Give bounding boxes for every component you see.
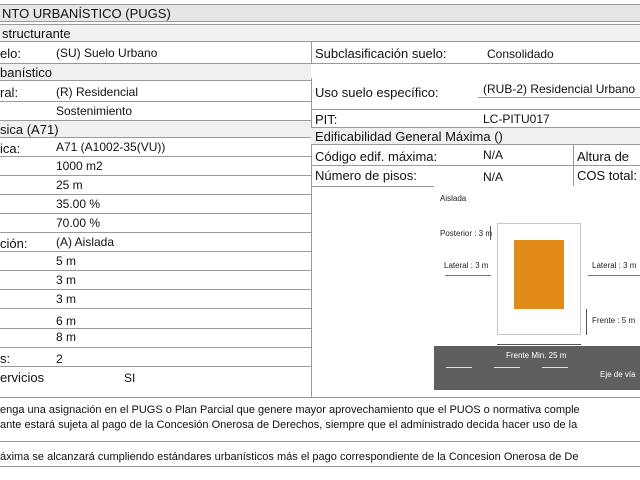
section-basica-label: sica (A71) <box>0 122 59 137</box>
section-urbanistico <box>0 63 311 81</box>
row-divider <box>0 175 311 176</box>
diagram-title: Aislada <box>440 194 467 203</box>
header-band <box>0 4 640 22</box>
section-urbanistico-label: banístico <box>0 65 53 80</box>
row-divider <box>0 347 311 348</box>
tipologia-label: ica: <box>0 141 21 156</box>
retiro-frontal-value: 5 m <box>56 254 77 268</box>
servicios-value: SI <box>124 371 136 385</box>
num-pisos-value: N/A <box>483 170 504 184</box>
column-divider <box>311 78 312 128</box>
row-divider <box>311 165 640 166</box>
pit-value: LC-PITU017 <box>483 112 550 126</box>
column-divider <box>311 42 312 64</box>
uso-especifico-value: (RUB-2) Residencial Urbano <box>483 82 636 96</box>
frente-min-label: Frente Min. 25 m <box>506 351 567 360</box>
road-lane-mark <box>494 367 520 368</box>
subclasificacion-value: Consolidado <box>487 47 554 61</box>
column-divider <box>311 145 312 187</box>
uso-especifico-label: Uso suelo específico: <box>315 85 439 100</box>
section-estructurante <box>0 24 640 42</box>
subclasificacion-label: Subclasificación suelo: <box>315 46 447 61</box>
suelo-label: elo: <box>0 46 21 61</box>
row-divider <box>0 194 311 195</box>
retiro-posterior-value: 3 m <box>56 292 77 306</box>
note-line-1: enga una asignación en el PUGS o Plan Parcial que genere mayor aprovechamiento que el PUOS o normativa comple <box>0 404 580 416</box>
road-lane-mark <box>446 367 472 368</box>
frente-label: Frente : 5 m <box>592 316 636 325</box>
altura-label: Altura de <box>577 149 630 164</box>
implantacion-diagram <box>434 186 640 398</box>
note-line-2: ante estará sujeta al pago de la Concesión Onerosa de Derechos, siempre que el administrado decida hacer uso de la <box>0 419 578 431</box>
page-title: NTO URBANÍSTICO (PUGS) <box>2 6 171 21</box>
uso-value: (R) Residencial <box>56 85 139 99</box>
column-divider <box>311 186 312 398</box>
lateral-right-dimension-line <box>588 275 640 276</box>
frente-min-value: 25 m <box>56 178 83 192</box>
implantacion-value: (A) Aislada <box>56 235 115 249</box>
row-divider <box>0 232 311 233</box>
cos-total-value: 70.00 % <box>56 216 101 230</box>
note-line-3: áxima se alcanzará cumpliendo estándares urbanísticos más el pago correspondiente de la Concesion Onerosa de De <box>0 451 579 463</box>
row-divider <box>0 251 311 252</box>
altura-2-value: 8 m <box>56 330 77 344</box>
building-footprint <box>514 240 564 309</box>
frente-dimension-line <box>586 309 587 335</box>
lateral-left-label: Lateral : 3 m <box>444 261 489 270</box>
retiro-lateral-value: 3 m <box>56 273 77 287</box>
row-divider <box>0 397 640 398</box>
cos-total-label: COS total: <box>577 168 637 183</box>
lateral-right-label: Lateral : 3 m <box>592 261 637 270</box>
road-lane-mark <box>542 367 568 368</box>
posterior-label: Posterior : 3 m <box>440 229 493 238</box>
row-divider <box>0 213 311 214</box>
row-divider <box>0 328 311 329</box>
column-divider <box>573 145 574 187</box>
row-divider <box>0 466 640 467</box>
suelo-value: (SU) Suelo Urbano <box>56 46 158 60</box>
tipologia-value: A71 (A1002-35(VU)) <box>56 140 166 154</box>
eje-via-label: Eje de vía <box>600 370 636 379</box>
servicios-label: ervicios <box>0 370 45 385</box>
row-divider <box>0 270 311 271</box>
implantacion-label: ción: <box>0 236 28 251</box>
pisos-label: s: <box>0 351 11 366</box>
row-divider <box>0 156 311 157</box>
row-divider <box>0 441 640 442</box>
uso-label: ral: <box>0 85 19 100</box>
lote-min-value: 1000 m2 <box>56 159 103 173</box>
row-divider <box>478 97 640 98</box>
frente-min-dimension-line <box>497 344 581 345</box>
num-pisos-label: Número de pisos: <box>315 168 417 183</box>
altura-1-value: 6 m <box>56 314 77 328</box>
row-divider <box>0 101 311 102</box>
codigo-value: N/A <box>483 148 504 162</box>
cos-value: 35.00 % <box>56 197 101 211</box>
section-edificabilidad <box>311 127 640 145</box>
uso2-value: Sostenimiento <box>56 104 133 118</box>
codigo-label: Código edif. máxima: <box>315 149 438 164</box>
lateral-left-dimension-line <box>445 275 491 276</box>
edificabilidad-label: Edificabilidad General Máxima () <box>315 129 503 144</box>
section-basica <box>0 120 311 138</box>
row-divider <box>0 308 311 309</box>
pisos-value: 2 <box>56 352 63 366</box>
row-divider <box>0 366 311 367</box>
pit-label: PIT: <box>315 112 338 127</box>
row-divider <box>0 289 311 290</box>
section-estructurante-label: structurante <box>2 26 71 41</box>
row-divider <box>311 109 640 110</box>
